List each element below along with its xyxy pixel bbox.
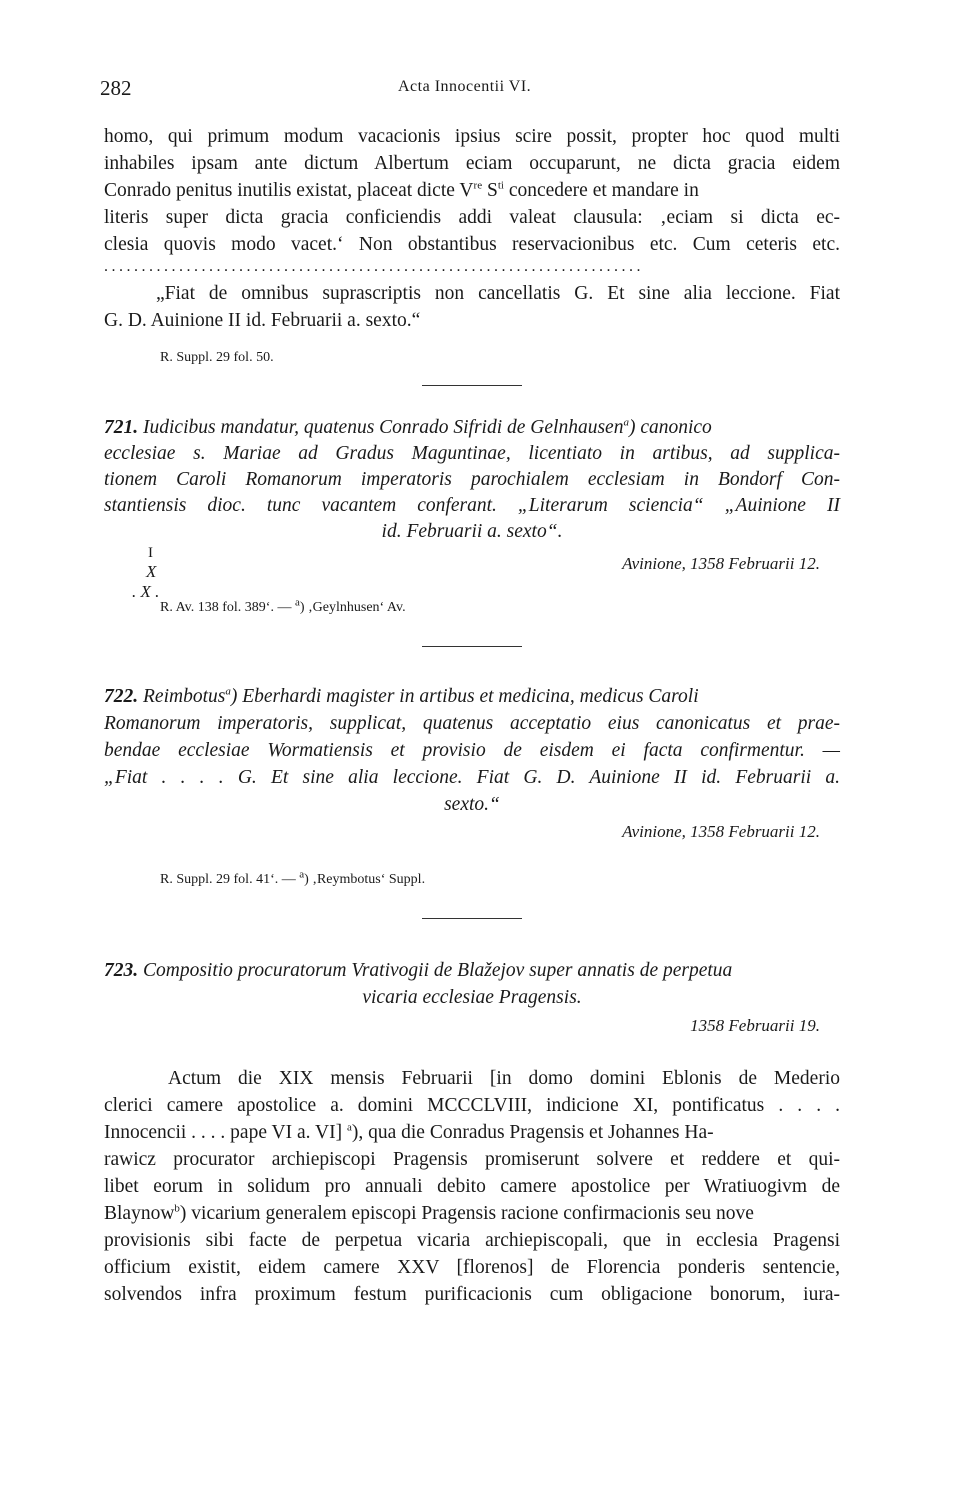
superscript: a	[346, 1121, 352, 1134]
text-fragment: Compositio procuratorum Vrativogii de Blažejov super annatis de perpetua	[143, 960, 733, 981]
entry-722-line: sexto.“	[444, 794, 500, 815]
text-fragment: ) ‚Geylnhusen‘ Av.	[299, 600, 406, 615]
text-line: inhabiles ipsam ante dictum Albertum eciam occuparunt, ne dicta gracia eidem	[104, 153, 840, 174]
chancery-mark: X	[146, 562, 157, 581]
superscript: a	[299, 868, 305, 881]
place-date: Avinione, 1358 Februarii 12.	[622, 554, 820, 573]
ellipsis-row: ........................................................................	[104, 258, 644, 275]
page-header	[100, 76, 840, 106]
text-fragment: R. Av. 138 fol. 389‘. —	[160, 600, 295, 615]
text-line: clesia quovis modo vacet.‘ Non obstantibus reservacionibus etc. Cum ceteris etc.	[104, 234, 840, 255]
body-line: solvendos infra proximum festum purificacionis cum obligacione bonorum, iura-	[104, 1284, 840, 1305]
text-fragment: ), qua die Conradus Pragensis et Johannes Ha-	[351, 1122, 714, 1143]
entry-number: 721.	[104, 417, 139, 438]
text-fragment: ) ‚Reymbotus‘ Suppl.	[304, 872, 426, 887]
text-fragment: concedere et mandare in	[503, 180, 699, 201]
source-reference	[160, 868, 896, 888]
body-line	[104, 1122, 840, 1144]
entry-723-line: vicaria ecclesiae Pragensis.	[362, 987, 582, 1008]
text-line	[104, 180, 840, 202]
text-line: „Fiat de omnibus suprascriptis non cancellatis G. Et sine alia leccione. Fiat	[156, 283, 840, 304]
entry-722-line: „Fiat . . . . G. Et sine alia leccione. Fiat G. D. Auinione II id. Februarii a.	[104, 767, 840, 788]
entry-number: 723.	[104, 960, 139, 981]
date: 1358 Februarii 19.	[690, 1016, 820, 1035]
entry-722-line: bendae ecclesiae Wormatiensis et provisio de eisdem ei facta confirmentur. —	[104, 740, 840, 761]
entry-722-line: Romanorum imperatoris, supplicat, quatenus acceptatio eius canonicatus et prae-	[104, 713, 840, 734]
text-fragment: Iudicibus mandatur, quatenus Conrado Sifridi de Gelnhausen	[143, 417, 624, 438]
text-fragment: Blaynow	[104, 1203, 175, 1224]
text-line: literis super dicta gracia conficiendis addi valeat clausula: ‚eciam si dicta ec-	[104, 207, 840, 228]
body-line: Actum die XIX mensis Februarii [in domo domini Eblonis de Mederio	[168, 1068, 840, 1089]
source-reference: R. Suppl. 29 fol. 50.	[160, 350, 274, 365]
source-reference	[160, 596, 896, 616]
superscript: a	[294, 596, 300, 609]
superscript: re	[473, 179, 483, 192]
body-line: rawicz procurator archiepiscopi Pragensis promiserunt solvere et reddere et qui-	[104, 1149, 840, 1170]
entry-number: 722.	[104, 686, 139, 707]
entry-722-line	[104, 686, 840, 708]
superscript: ti	[497, 179, 504, 192]
text-fragment: Innocencii . . . . pape VI a. VI]	[104, 1122, 347, 1143]
body-line: libet eorum in solidum pro annuali debito camere apostolice per Wratiuogivm de	[104, 1176, 840, 1197]
chancery-mark: I	[148, 545, 153, 561]
running-title: Acta Innocentii VI.	[398, 78, 532, 95]
entry-721-line: tionem Caroli Romanorum imperatoris parochialem ecclesiam in Bondorf Con-	[104, 469, 840, 490]
body-line: clerici camere apostolice a. domini MCCCLVIII, indicione XI, pontificatus . . . .	[104, 1095, 840, 1116]
text-line: G. D. Auinione II id. Februarii a. sexto.“	[104, 310, 421, 331]
superscript: a	[623, 416, 629, 429]
divider	[422, 918, 522, 919]
superscript: b	[174, 1202, 180, 1215]
text-fragment: Reimbotus	[143, 686, 226, 707]
divider	[422, 646, 522, 647]
text-fragment: R. Suppl. 29 fol. 41‘. —	[160, 872, 300, 887]
body-line	[104, 1203, 840, 1225]
text-fragment: ) vicarium generalem episcopi Pragensis racione confirmacionis seu nove	[179, 1203, 754, 1224]
entry-721-line: ecclesiae s. Mariae ad Gradus Maguntinae, licentiato in artibus, ad supplica-	[104, 443, 840, 464]
divider	[422, 385, 522, 386]
superscript: a	[225, 685, 231, 698]
chancery-mark: . X .	[132, 582, 160, 601]
text-fragment: ) canonico	[628, 417, 712, 438]
text-fragment: ) Eberhardi magister in artibus et medicina, medicus Caroli	[230, 686, 699, 707]
text-fragment: Conrado penitus inutilis existat, placeat dicte V	[104, 180, 474, 201]
entry-723-line	[104, 960, 840, 982]
entry-721-line: stantiensis dioc. tunc vacantem conferant. „Literarum sciencia“ „Auinione II	[104, 495, 840, 516]
body-line: provisionis sibi facte de perpetua vicaria archiepiscopali, que in ecclesia Pragensi	[104, 1230, 840, 1251]
place-date: Avinione, 1358 Februarii 12.	[622, 822, 820, 841]
text-line: homo, qui primum modum vacacionis ipsius scire possit, propter hoc quod multi	[104, 126, 840, 147]
entry-721-line: id. Februarii a. sexto“.	[381, 521, 563, 542]
body-line: officium existit, eidem camere XXV [florenos] de Florencia ponderis sentencie,	[104, 1257, 840, 1278]
page-number: 282	[100, 76, 132, 100]
entry-721-line	[104, 417, 840, 439]
text-fragment: S	[482, 180, 498, 201]
